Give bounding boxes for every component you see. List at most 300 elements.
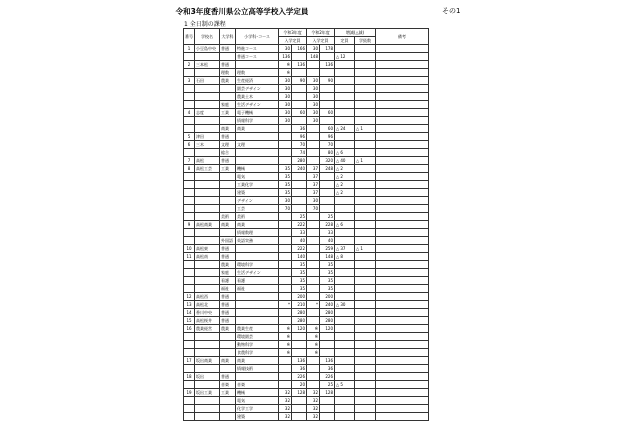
row-number: 17 [184,357,195,365]
school-name [195,93,220,101]
r2-course-capacity: 30 [307,85,320,93]
r3-course-capacity [279,133,292,141]
row-number: 3 [184,77,195,85]
r2-course-capacity [307,373,320,381]
r2-course-capacity: 32 [307,389,320,397]
course: 建築 [236,413,279,421]
row-number [184,333,195,341]
table-row [184,405,429,413]
course: 商業 [236,221,279,229]
course: 環境科学 [236,261,279,269]
r3-school-total [292,173,307,181]
row-number [184,269,195,277]
r3-course-capacity [279,293,292,301]
class-change [355,181,376,189]
r2-course-capacity [307,381,320,389]
class-change [355,237,376,245]
row-number [184,125,195,133]
capacity-change [335,389,355,397]
note [376,301,429,309]
class-change [355,165,376,173]
school-name [195,125,220,133]
r3-course-capacity [279,157,292,165]
department: 家庭 [220,269,236,277]
course: 英語実務 [236,237,279,245]
r3-course-capacity: 35 [279,189,292,197]
r2-course-capacity: 30 [307,101,320,109]
note [376,285,429,293]
table-row [184,125,429,133]
row-number [184,341,195,349]
course [236,245,279,253]
note [376,117,429,125]
school-name [195,213,220,221]
course: 電気 [236,173,279,181]
r2-school-total: 70 [320,141,335,149]
class-change [355,301,376,309]
r3-school-total: 128 [292,389,307,397]
course [236,253,279,261]
r2-course-capacity: 37 [307,181,320,189]
r2-school-total: 25 [320,213,335,221]
capacity-change [335,141,355,149]
table-row [184,357,429,365]
capacity-change: △ 8 [335,253,355,261]
note [376,357,429,365]
r2-school-total [320,405,335,413]
r2-course-capacity: 30 [307,197,320,205]
r2-course-capacity: 30 [307,45,320,53]
class-change [355,365,376,373]
row-number [184,213,195,221]
table-row [184,173,429,181]
course: 機械 [236,389,279,397]
r3-school-total [292,413,307,421]
table-row [184,269,429,277]
department [220,205,236,213]
table-row [184,381,429,389]
r2-course-capacity [307,365,320,373]
course: 美術 [236,213,279,221]
school-name: 三本松 [195,61,220,69]
r2-school-total [320,181,335,189]
r2-course-capacity [307,213,320,221]
table-row [184,205,429,213]
r2-school-total: 40 [320,237,335,245]
school-name: 高松北 [195,301,220,309]
department: 美術 [220,213,236,221]
school-name [195,261,220,269]
r2-course-capacity [307,357,320,365]
r3-school-total: 280 [292,309,307,317]
r3-school-total [292,101,307,109]
r2-school-total [320,173,335,181]
class-change [355,373,376,381]
r2-school-total: 128 [320,389,335,397]
table-row [184,317,429,325]
r2-course-capacity [307,237,320,245]
row-number: 12 [184,293,195,301]
class-change [355,205,376,213]
table-row [184,365,429,373]
course: 情報技術 [236,365,279,373]
course: 電子機械 [236,109,279,117]
row-number: 1 [184,45,195,53]
department [220,189,236,197]
capacity-change [335,117,355,125]
r3-school-total: 36 [292,365,307,373]
capacity-change [335,397,355,405]
capacity-change [335,101,355,109]
class-change [355,189,376,197]
r2-course-capacity [307,269,320,277]
table-row [184,213,429,221]
course: 生活デザイン [236,101,279,109]
r2-school-total: 35 [320,261,335,269]
r2-course-capacity: ※ [307,325,320,333]
department: 農業 [220,77,236,85]
school-name [195,53,220,61]
note [376,141,429,149]
header-change-capacity: 定員 [335,37,355,45]
r3-school-total: 70 [292,141,307,149]
capacity-change: △ 2 [335,181,355,189]
class-change [355,261,376,269]
table-row [184,109,429,117]
school-name: 香川中央 [195,309,220,317]
capacity-change: △ 12 [335,53,355,61]
school-name [195,85,220,93]
department [220,197,236,205]
table-row [184,389,429,397]
capacity-change [335,93,355,101]
department [220,117,236,125]
row-number [184,413,195,421]
school-name [195,101,220,109]
course: 福祉 [236,285,279,293]
r3-course-capacity: 30 [279,45,292,53]
note [376,325,429,333]
capacity-change [335,229,355,237]
r2-school-total: 178 [320,45,335,53]
row-number [184,181,195,189]
capacity-change [335,85,355,93]
row-number [184,93,195,101]
section-heading: 1 全日制の課程 [184,21,226,28]
r2-course-capacity: 30 [307,117,320,125]
school-name [195,349,220,357]
r3-school-total: 90 [292,77,307,85]
class-change [355,333,376,341]
r3-course-capacity [279,213,292,221]
r2-school-total: 90 [320,77,335,85]
table-row [184,101,429,109]
note [376,309,429,317]
r3-course-capacity: 32 [279,405,292,413]
row-number [184,277,195,285]
table-row [184,45,429,53]
table-row [184,277,429,285]
r3-school-total: 74 [292,149,307,157]
r2-course-capacity [307,229,320,237]
r3-school-total: 226 [292,373,307,381]
r3-course-capacity [279,141,292,149]
r3-course-capacity: 136 [279,53,292,61]
note [376,381,429,389]
school-name: 高松桜井 [195,317,220,325]
r3-course-capacity: 35 [279,181,292,189]
note [376,213,429,221]
table-row [184,349,429,357]
note [376,149,429,157]
r2-course-capacity: 30 [307,77,320,85]
department: 農業 [220,261,236,269]
r2-course-capacity [307,133,320,141]
r2-school-total [320,189,335,197]
r3-course-capacity [279,317,292,325]
note [376,333,429,341]
class-change [355,229,376,237]
header-change-classes: 学級数 [355,37,376,45]
school-name: 高松南 [195,253,220,261]
department: 外国語 [220,237,236,245]
r3-school-total [292,349,307,357]
r2-school-total: 35 [320,285,335,293]
r2-school-total [320,397,335,405]
r3-school-total: 222 [292,221,307,229]
note [376,85,429,93]
capacity-change [335,309,355,317]
capacity-change [335,213,355,221]
r3-course-capacity [279,229,292,237]
department [220,397,236,405]
capacity-change [335,109,355,117]
r3-course-capacity [279,149,292,157]
r3-school-total [292,397,307,405]
class-change [355,253,376,261]
department: 工業 [220,165,236,173]
school-name [195,117,220,125]
department: 普通 [220,373,236,381]
table-row [184,181,429,189]
header-course: 小学科･コース [236,29,279,45]
r2-course-capacity: 32 [307,405,320,413]
class-change [355,117,376,125]
school-name [195,69,220,77]
course [236,317,279,325]
r2-school-total: 259 [320,245,335,253]
row-number [184,261,195,269]
r3-school-total: 280 [292,157,307,165]
table-row [184,69,429,77]
class-change [355,213,376,221]
school-name [195,405,220,413]
note [376,365,429,373]
school-name: 高松商業 [195,221,220,229]
capacity-change [335,317,355,325]
r3-course-capacity [279,309,292,317]
class-change [355,61,376,69]
capacity-change [335,45,355,53]
class-change [355,45,376,53]
table-row [184,189,429,197]
table-row [184,77,429,85]
r3-school-total [292,69,307,77]
department [220,365,236,373]
course: 化学工学 [236,405,279,413]
department: 音楽 [220,381,236,389]
r3-school-total: 35 [292,285,307,293]
capacity-change [335,261,355,269]
note [376,261,429,269]
course: 工芸 [236,205,279,213]
r3-school-total: 210 [292,301,307,309]
class-change [355,349,376,357]
class-change [355,277,376,285]
school-name: 高松東 [195,245,220,253]
capacity-change [335,365,355,373]
row-number: 8 [184,165,195,173]
r3-school-total [292,333,307,341]
capacity-change [335,69,355,77]
capacity-change: △ 2 [335,189,355,197]
department [220,349,236,357]
r3-school-total [292,405,307,413]
course: デザイン [236,197,279,205]
row-number [184,53,195,61]
note [376,93,429,101]
table-row [184,53,429,61]
header-r2-capacity: 入学定員 [307,37,335,45]
document-title: 令和3年度香川県公立高等学校入学定員 [175,7,309,16]
school-name [195,237,220,245]
r3-course-capacity: ※ [279,349,292,357]
note [376,269,429,277]
table-row [184,237,429,245]
class-change [355,381,376,389]
r3-course-capacity: 35 [279,165,292,173]
row-number: 9 [184,221,195,229]
r2-school-total [320,93,335,101]
r3-course-capacity [279,357,292,365]
r2-course-capacity: 32 [307,413,320,421]
note [376,77,429,85]
r2-school-total [320,117,335,125]
course: 農業土木 [236,93,279,101]
r2-school-total: 33 [320,229,335,237]
r2-course-capacity [307,149,320,157]
table-body [184,45,429,421]
note [376,413,429,421]
school-name: 高松工芸 [195,165,220,173]
r3-course-capacity: 32 [279,389,292,397]
course: 情報科学 [236,117,279,125]
r3-school-total: 166 [292,45,307,53]
class-change: △ 1 [355,157,376,165]
class-change [355,101,376,109]
row-number: 7 [184,157,195,165]
r3-school-total [292,189,307,197]
r3-course-capacity [279,373,292,381]
department [220,173,236,181]
class-change [355,397,376,405]
capacity-change [335,277,355,285]
r3-course-capacity: 30 [279,101,292,109]
table-row [184,133,429,141]
page-number: その1 [442,7,461,15]
note [376,317,429,325]
capacity-change: △ 30 [335,301,355,309]
row-number: 11 [184,253,195,261]
department: 商業 [220,125,236,133]
r3-school-total [292,53,307,61]
r2-course-capacity [307,245,320,253]
table-row [184,309,429,317]
row-number [184,205,195,213]
row-number [184,365,195,373]
table-row [184,413,429,421]
note [376,61,429,69]
department: 普通 [220,293,236,301]
table-row [184,197,429,205]
r3-course-capacity [279,221,292,229]
r2-course-capacity [307,157,320,165]
department [220,53,236,61]
department: 普通 [220,45,236,53]
row-number [184,397,195,405]
r2-course-capacity: 70 [307,205,320,213]
capacity-change [335,325,355,333]
course: 電気 [236,397,279,405]
r2-course-capacity: 37 [307,173,320,181]
note [376,165,429,173]
r3-course-capacity: 30 [279,77,292,85]
note [376,53,429,61]
school-name: 三木 [195,141,220,149]
r3-course-capacity: ※ [279,341,292,349]
department [220,93,236,101]
school-name: 農業経営 [195,325,220,333]
r3-course-capacity [279,261,292,269]
capacity-change [335,357,355,365]
course: 動物科学 [236,341,279,349]
capacity-change [335,413,355,421]
course: 文理 [236,141,279,149]
course [236,157,279,165]
department [220,341,236,349]
note [376,221,429,229]
department [220,413,236,421]
school-name [195,149,220,157]
course: 工業化学 [236,181,279,189]
course [236,301,279,309]
department: 理数 [220,69,236,77]
course [236,373,279,381]
note [376,205,429,213]
r3-school-total [292,85,307,93]
class-change [355,285,376,293]
r2-course-capacity [307,261,320,269]
table-row [184,61,429,69]
r2-school-total: 228 [320,221,335,229]
class-change [355,141,376,149]
note [376,181,429,189]
r2-school-total [320,69,335,77]
r2-course-capacity [307,293,320,301]
note [376,69,429,77]
table-row [184,285,429,293]
header-no: 番号 [184,29,195,45]
